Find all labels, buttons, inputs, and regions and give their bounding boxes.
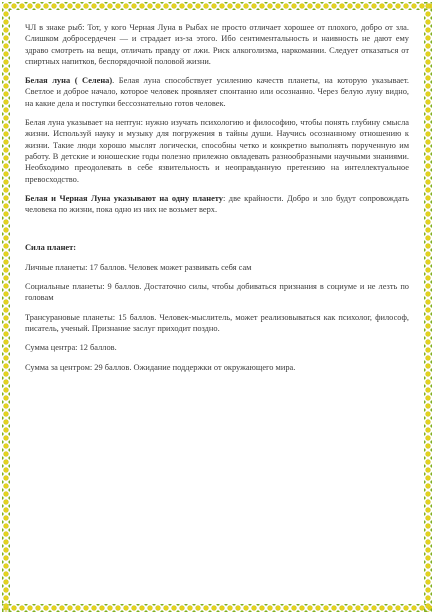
paragraph-white-moon-neptune	[25, 117, 409, 185]
paragraph-transuranic-planets	[25, 312, 409, 335]
paragraph-text: Личные планеты: 17 баллов. Человек может развивать себя сам	[25, 262, 252, 272]
paragraph-text: Белая луна указывает на нептун: нужно изучать психологию и философию, чтобы понять глубину смысла жизни. Используй науку и музыку для погружения в тайны души. Научись осознанному отношению к жизни. Такие люди хорошо мыслят логически, способны четко и конкретно выполнять порученную им работу. В детские и юношеские годы полезно прилежно овладевать разнообразными научными знаниями. Необходимо преодолевать в себе язвительность и неоправданную претензию на интеллектуальное превосходство.	[25, 118, 409, 184]
decorative-border-bottom	[2, 604, 432, 612]
paragraph-text: . Белая луна способствует усилению качеств планеты, на которую указывает. Светлое и доброе начало, которое человек проявляет спонтанно или осознанно. Через белую луну видно, на какие дела и поступки бессознательно готов человек.	[25, 76, 410, 108]
paragraph-social-planets	[25, 281, 409, 304]
paragraph-beyond-center-sum	[25, 362, 409, 373]
paragraph-lead: Белая и Черная Луна указывают на одну планету	[25, 193, 223, 203]
blank-line	[25, 223, 409, 234]
paragraph-text: Сумма за центром: 29 баллов. Ожидание поддержки от окружающего мира.	[25, 362, 296, 372]
document-body	[25, 22, 409, 381]
paragraph-text: : две крайности. Добро и зло будут сопровождать человека по жизни, пока одно из них не возьмет верх.	[25, 193, 409, 215]
paragraph-center-sum	[25, 342, 409, 353]
section-heading-planet-strength	[25, 242, 409, 253]
decorative-border-right	[424, 2, 432, 612]
section-heading: Сила планет:	[25, 243, 77, 253]
paragraph-text: Сумма центра: 12 баллов.	[25, 343, 117, 353]
paragraph-text: Трансурановые планеты: 15 баллов. Человек-мыслитель, может реализовываться как психолог, философ, писатель, ученый. Признание заслуг приходит поздно.	[25, 312, 409, 333]
paragraph-text: ЧЛ в знаке рыб: Тот, у кого Черная Луна в Рыбах не просто отличает хорошее от плохого, добро от зла. Слишком добросердечен — и страдает из-за этого. Ибо сентиментальность и наивность не дают ему здраво смотреть на вещи, отличать правду от лжи. Риск алкоголизма, наркомании. Следует отказаться от спиртных напитков, беспорядочной половой жизни.	[25, 23, 409, 66]
paragraph-personal-planets	[25, 262, 409, 273]
paragraph-white-moon-selena	[25, 75, 409, 109]
decorative-border-top	[2, 2, 432, 10]
decorative-border-left	[2, 2, 10, 612]
paragraph-white-black-moon	[25, 193, 409, 216]
paragraph-black-moon-pisces	[25, 22, 409, 67]
paragraph-lead: Белая луна ( Селена)	[25, 76, 113, 86]
paragraph-text: Социальные планеты: 9 баллов. Достаточно силы, чтобы добиваться признания в социуме и не лезть по головам	[25, 282, 409, 303]
